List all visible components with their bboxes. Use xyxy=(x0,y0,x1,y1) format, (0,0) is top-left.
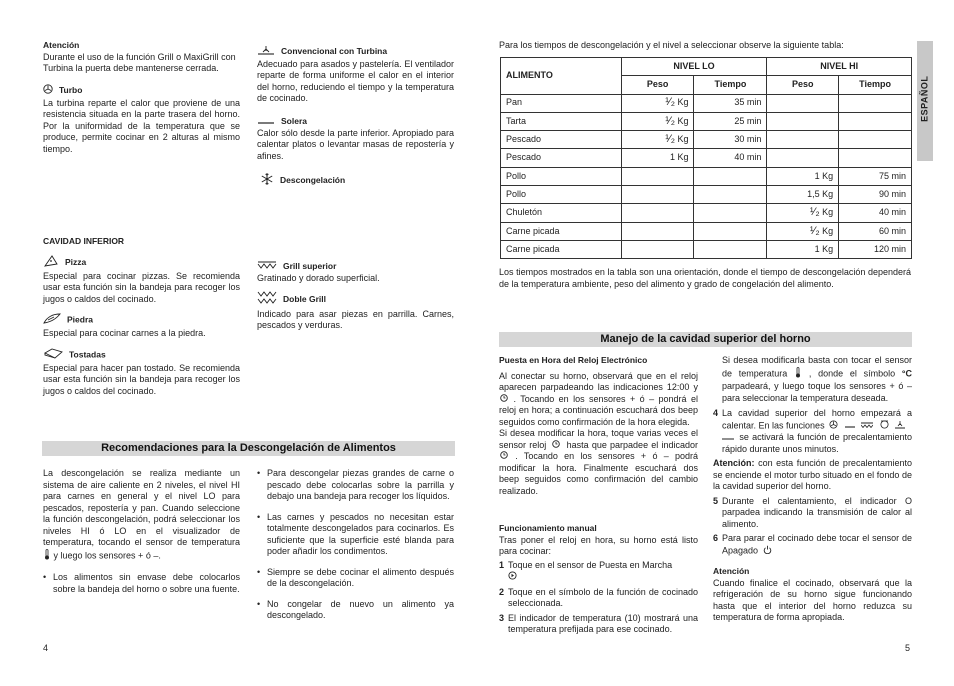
clock-sensor-icon[interactable] xyxy=(552,440,560,452)
list-item: • Las carnes y pescados no necesitan estar totalmente descongelados para cocinarlos. Es suficiente que la superficie esté blanda para poder añadir los condimentos. xyxy=(257,512,454,558)
step-number: 4 xyxy=(713,408,719,418)
cell-hi-tiempo: 75 min xyxy=(839,167,912,185)
table-header-alimento: ALIMENTO xyxy=(501,58,622,95)
cell-hi-peso xyxy=(767,112,839,130)
atencion-title: Atención xyxy=(43,40,80,50)
grill-superior-block xyxy=(257,261,454,284)
descongelacion-block xyxy=(260,172,457,190)
bottom-heat-icon xyxy=(845,420,855,432)
step-number: 2 xyxy=(499,586,505,597)
atencion-text: Durante el uso de la función Grill o MaxiGrill con Turbina la puerta debe mantenerse cerrada. xyxy=(43,51,236,73)
table-header-tiempo-hi: Tiempo xyxy=(839,76,912,94)
bottom-heat-icon xyxy=(257,116,275,128)
step-number: 5 xyxy=(713,495,719,506)
cell-lo-peso: ¹⁄₂ Kg xyxy=(621,131,694,149)
puesta-text-1: Al conectar su horno, observará que en el reloj aparecen parpadeando las indicaciones 12:00 y xyxy=(499,370,698,392)
cell-lo-peso: 1 Kg xyxy=(621,149,694,167)
atencion-block xyxy=(43,40,240,75)
cell-hi-tiempo: 90 min xyxy=(839,186,912,204)
puesta-title: Puesta en Hora del Reloj Electrónico xyxy=(499,355,648,365)
pizza-title: Pizza xyxy=(65,257,87,267)
pizza-block xyxy=(43,255,240,305)
page-number-right: 5 xyxy=(905,643,911,653)
cell-food: Tarta xyxy=(501,112,622,130)
cell-food: Carne picada xyxy=(501,240,622,258)
cell-hi-tiempo xyxy=(839,112,912,130)
table-row xyxy=(501,94,912,112)
manejo-heading: Manejo de la cavidad superior del horno xyxy=(499,332,912,347)
rec-intro-text: La descongelación se realiza mediante un sistema de aire caliente en 2 niveles, el nivel HI para carnes en general y el nivel LO para pescados, repostería y pan. Cuando seleccione la función descongelación, podrá seleccionar los niveles HI ó LO en el visualizador de temperatura, tocando el sensor de temperatura xyxy=(43,468,240,547)
start-icon[interactable] xyxy=(508,571,517,584)
pizza-text: Especial para cocinar pizzas. Se recomienda usar esta función sin la bandeja para recoger los jugos o caldos del cocinado. xyxy=(43,270,240,304)
toast-icon xyxy=(43,348,63,363)
turbo-grill-icon xyxy=(880,420,889,433)
solera-title: Solera xyxy=(281,116,307,126)
step-number: 3 xyxy=(499,612,505,623)
table-row xyxy=(501,222,912,240)
piedra-text: Especial para cocinar carnes a la piedra. xyxy=(43,327,206,338)
cell-hi-tiempo: 120 min xyxy=(839,240,912,258)
cell-lo-peso: ¹⁄₂ Kg xyxy=(621,112,694,130)
doble-grill-title: Doble Grill xyxy=(283,294,326,304)
grill-superior-title: Grill superior xyxy=(283,261,337,271)
table-header-nivel-hi: NIVEL HI xyxy=(767,58,912,76)
cell-food: Pollo xyxy=(501,167,622,185)
defrost-table xyxy=(500,57,912,259)
col2-text-3: parpadeará, y luego toque los sensores + ó – para seleccionar la temperatura deseada. xyxy=(722,381,912,403)
list-item: • No congelar de nuevo un alimento ya descongelado. xyxy=(257,599,454,622)
pizza-icon xyxy=(43,255,59,271)
table-intro: Para los tiempos de descongelación y el nivel a seleccionar observe la siguiente tabla: xyxy=(499,40,844,50)
puesta-text-2: . Tocando en los sensores + ó – pondrá el reloj en hora; a continuación escuchará dos beep seguidos como confirmación de la hora elegida. xyxy=(499,393,698,427)
cell-lo-tiempo xyxy=(694,186,767,204)
piedra-block xyxy=(43,313,240,339)
table-row xyxy=(501,131,912,149)
step-text: El indicador de temperatura (10) mostrará una temperatura prefijada para ese cocinado. xyxy=(508,612,698,634)
clock-indicator-icon xyxy=(500,451,508,463)
step-6 xyxy=(713,533,912,557)
step-text: Durante el calentamiento, el indicador O parpadea indicando la transmisión de calor al alimento. xyxy=(722,495,912,529)
recomendaciones-heading: Recomendaciones para la Descongelación de Alimentos xyxy=(42,441,455,456)
atencion-text: con esta función de precalentamiento se enciende el motor turbo situado en el fondo de la cavidad superior del horno. xyxy=(713,458,912,492)
double-grill-icon xyxy=(257,291,277,309)
atencion2-text: Cuando finalice el cocinado, observará que la refrigeración de su horno sigue funcionando hasta que el interior del horno reduzca su temperatura de forma apropiada. xyxy=(713,577,912,623)
snowflake-icon xyxy=(260,172,274,190)
step-text: se activará la función de precalentamiento rápido durante unos minutos. xyxy=(722,432,912,454)
cell-food: Pescado xyxy=(501,149,622,167)
thermometer-icon xyxy=(44,549,50,564)
solera-block xyxy=(257,116,454,162)
piedra-title: Piedra xyxy=(67,314,93,325)
manual-block xyxy=(499,523,698,636)
step-number: 6 xyxy=(713,533,719,544)
cell-hi-peso: ¹⁄₂ Kg xyxy=(767,204,839,222)
cell-food: Pescado xyxy=(501,131,622,149)
col2-text-1: Si desea modificarla basta con tocar el sensor de temperatura xyxy=(722,355,912,379)
step-text: Toque en el sensor de Puesta en Marcha xyxy=(508,559,673,570)
thermometer-icon[interactable] xyxy=(795,367,801,382)
step-4 xyxy=(713,408,912,455)
language-side-tab-label: ESPAÑOL xyxy=(919,75,930,122)
convencional-text: Adecuado para asados y pastelería. El ventilador reparte de forma uniforme el calor en el interior del horno, reduciendo el tiempo y la temperatura de cocinado. xyxy=(257,58,454,103)
convection-fan-icon xyxy=(257,45,275,59)
atencion2-title: Atención xyxy=(713,566,750,577)
convencional-block xyxy=(257,45,454,105)
cell-lo-peso xyxy=(621,240,694,258)
language-side-tab xyxy=(917,41,933,161)
step-1 xyxy=(499,560,698,584)
list-item: • Los alimentos sin envase debe colocarlos sobre la bandeja del horno o sobre una fuente. xyxy=(43,572,240,595)
recomendaciones-col1 xyxy=(43,468,240,604)
descongelacion-title: Descongelación xyxy=(280,175,346,185)
page-number-left: 4 xyxy=(43,643,49,653)
cell-lo-tiempo: 25 min xyxy=(694,112,767,130)
grill-superior-text: Gratinado y dorado superficial. xyxy=(257,272,380,283)
bottom-heat-icon xyxy=(722,432,734,444)
convencional-title: Convencional con Turbina xyxy=(281,46,388,56)
puesta-text-5: . Tocando en los sensores + ó – podrá modificar la hora. Finalmente escuchará dos beep seguidos como confirmación del cambio realizado. xyxy=(499,451,698,496)
puesta-block xyxy=(499,355,698,497)
cell-lo-tiempo xyxy=(694,240,767,258)
recomendaciones-col2 xyxy=(257,468,454,631)
cavidad-inferior-heading: CAVIDAD INFERIOR xyxy=(43,236,125,246)
cell-food: Pollo xyxy=(501,186,622,204)
turbo-icon xyxy=(829,420,838,433)
cell-hi-tiempo xyxy=(839,94,912,112)
puesta-text-3: Si desea modificar la hora, toque varias veces el sensor reloj xyxy=(499,428,698,450)
solera-text: Calor sólo desde la parte inferior. Apropiado para calentar platos o levantar masas de repostería y afines. xyxy=(257,127,454,161)
step-text: Toque en el símbolo de la función de cocinado seleccionada. xyxy=(508,586,698,608)
cell-food: Pan xyxy=(501,94,622,112)
cell-lo-tiempo xyxy=(694,222,767,240)
cell-hi-peso xyxy=(767,131,839,149)
table-row xyxy=(501,240,912,258)
manual-title: Funcionamiento manual xyxy=(499,523,597,533)
cell-lo-tiempo: 30 min xyxy=(694,131,767,149)
step-number: 1 xyxy=(499,559,505,570)
stone-icon xyxy=(43,313,61,328)
table-header-peso-lo: Peso xyxy=(621,76,694,94)
table-row xyxy=(501,149,912,167)
cell-lo-tiempo xyxy=(694,204,767,222)
grill-icon xyxy=(861,420,873,432)
cell-lo-peso xyxy=(621,222,694,240)
cell-food: Chuletón xyxy=(501,204,622,222)
table-header-tiempo-lo: Tiempo xyxy=(694,76,767,94)
table-body xyxy=(501,94,912,259)
turbo-title: Turbo xyxy=(59,85,83,95)
rec-intro-text-end: y luego los sensores + ó –. xyxy=(53,550,161,561)
manual-col2 xyxy=(713,355,912,624)
cell-lo-peso: ¹⁄₂ Kg xyxy=(621,94,694,112)
table-note: Los tiempos mostrados en la tabla son una orientación, donde el tiempo de descongelación dependerá de la temperatura ambiente, peso del alimento y grado de congelación del alimento. xyxy=(499,267,911,289)
tostadas-block xyxy=(43,348,240,397)
cell-hi-peso xyxy=(767,149,839,167)
step-2 xyxy=(499,587,698,610)
top-grill-icon xyxy=(257,261,277,273)
cell-hi-tiempo xyxy=(839,131,912,149)
turbo-text: La turbina reparte el calor que proviene de una resistencia situada en la parte trasera del horno. Por la uniformidad de la temperatura que se produce, permite cocinar en 2 alturas al mismo tiempo. xyxy=(43,97,240,154)
clock-icon xyxy=(500,394,508,406)
cell-food: Carne picada xyxy=(501,222,622,240)
cell-lo-tiempo: 40 min xyxy=(694,149,767,167)
cell-hi-peso: 1,5 Kg xyxy=(767,186,839,204)
manual-intro: Tras poner el reloj en hora, su horno está listo para cocinar: xyxy=(499,534,698,556)
cell-lo-peso xyxy=(621,186,694,204)
col2-text-2: , donde el símbolo xyxy=(808,368,896,379)
cell-hi-tiempo: 60 min xyxy=(839,222,912,240)
atencion-label: Atención: xyxy=(713,458,755,469)
table-header-peso-hi: Peso xyxy=(767,76,839,94)
table-row xyxy=(501,186,912,204)
convection-fan-icon xyxy=(895,420,905,433)
puesta-text-4: hasta que parpadee el indicador xyxy=(566,439,698,450)
step-text: Para parar el cocinado debe tocar el sensor de Apagado xyxy=(722,533,912,556)
list-item: • Para descongelar piezas grandes de carne o pescado debe colocarlas sobre la parrilla y debajo una bandeja para recoger los líquidos. xyxy=(257,468,454,503)
cell-lo-tiempo xyxy=(694,167,767,185)
step-5 xyxy=(713,496,912,531)
turbo-block xyxy=(43,84,240,155)
tostadas-title: Tostadas xyxy=(69,349,106,360)
cell-lo-peso xyxy=(621,167,694,185)
power-off-icon[interactable] xyxy=(763,545,772,558)
cell-hi-tiempo: 40 min xyxy=(839,204,912,222)
table-row xyxy=(501,112,912,130)
step-3 xyxy=(499,613,698,636)
cell-hi-peso: 1 Kg xyxy=(767,240,839,258)
cell-hi-tiempo xyxy=(839,149,912,167)
tostadas-text: Especial para hacer pan tostado. Se recomienda usar esta función sin la bandeja para recoger los jugos o caldos del cocinado. xyxy=(43,362,240,396)
list-item: • Siempre se debe cocinar el alimento después de la descongelación. xyxy=(257,567,454,590)
table-header-nivel-lo: NIVEL LO xyxy=(621,58,767,76)
doble-grill-block xyxy=(257,291,454,332)
cell-hi-peso xyxy=(767,94,839,112)
cell-lo-peso xyxy=(621,204,694,222)
cell-hi-peso: 1 Kg xyxy=(767,167,839,185)
table-row xyxy=(501,204,912,222)
doble-grill-text: Indicado para asar piezas en parrilla. Carnes, pescados y verduras. xyxy=(257,308,454,330)
celsius-symbol: °C xyxy=(901,368,912,379)
turbo-icon xyxy=(43,84,53,98)
step-text: La cavidad superior del horno empezará a calentar. En las funciones xyxy=(722,408,912,431)
cell-hi-peso: ¹⁄₂ Kg xyxy=(767,222,839,240)
table-row xyxy=(501,167,912,185)
cell-lo-tiempo: 35 min xyxy=(694,94,767,112)
